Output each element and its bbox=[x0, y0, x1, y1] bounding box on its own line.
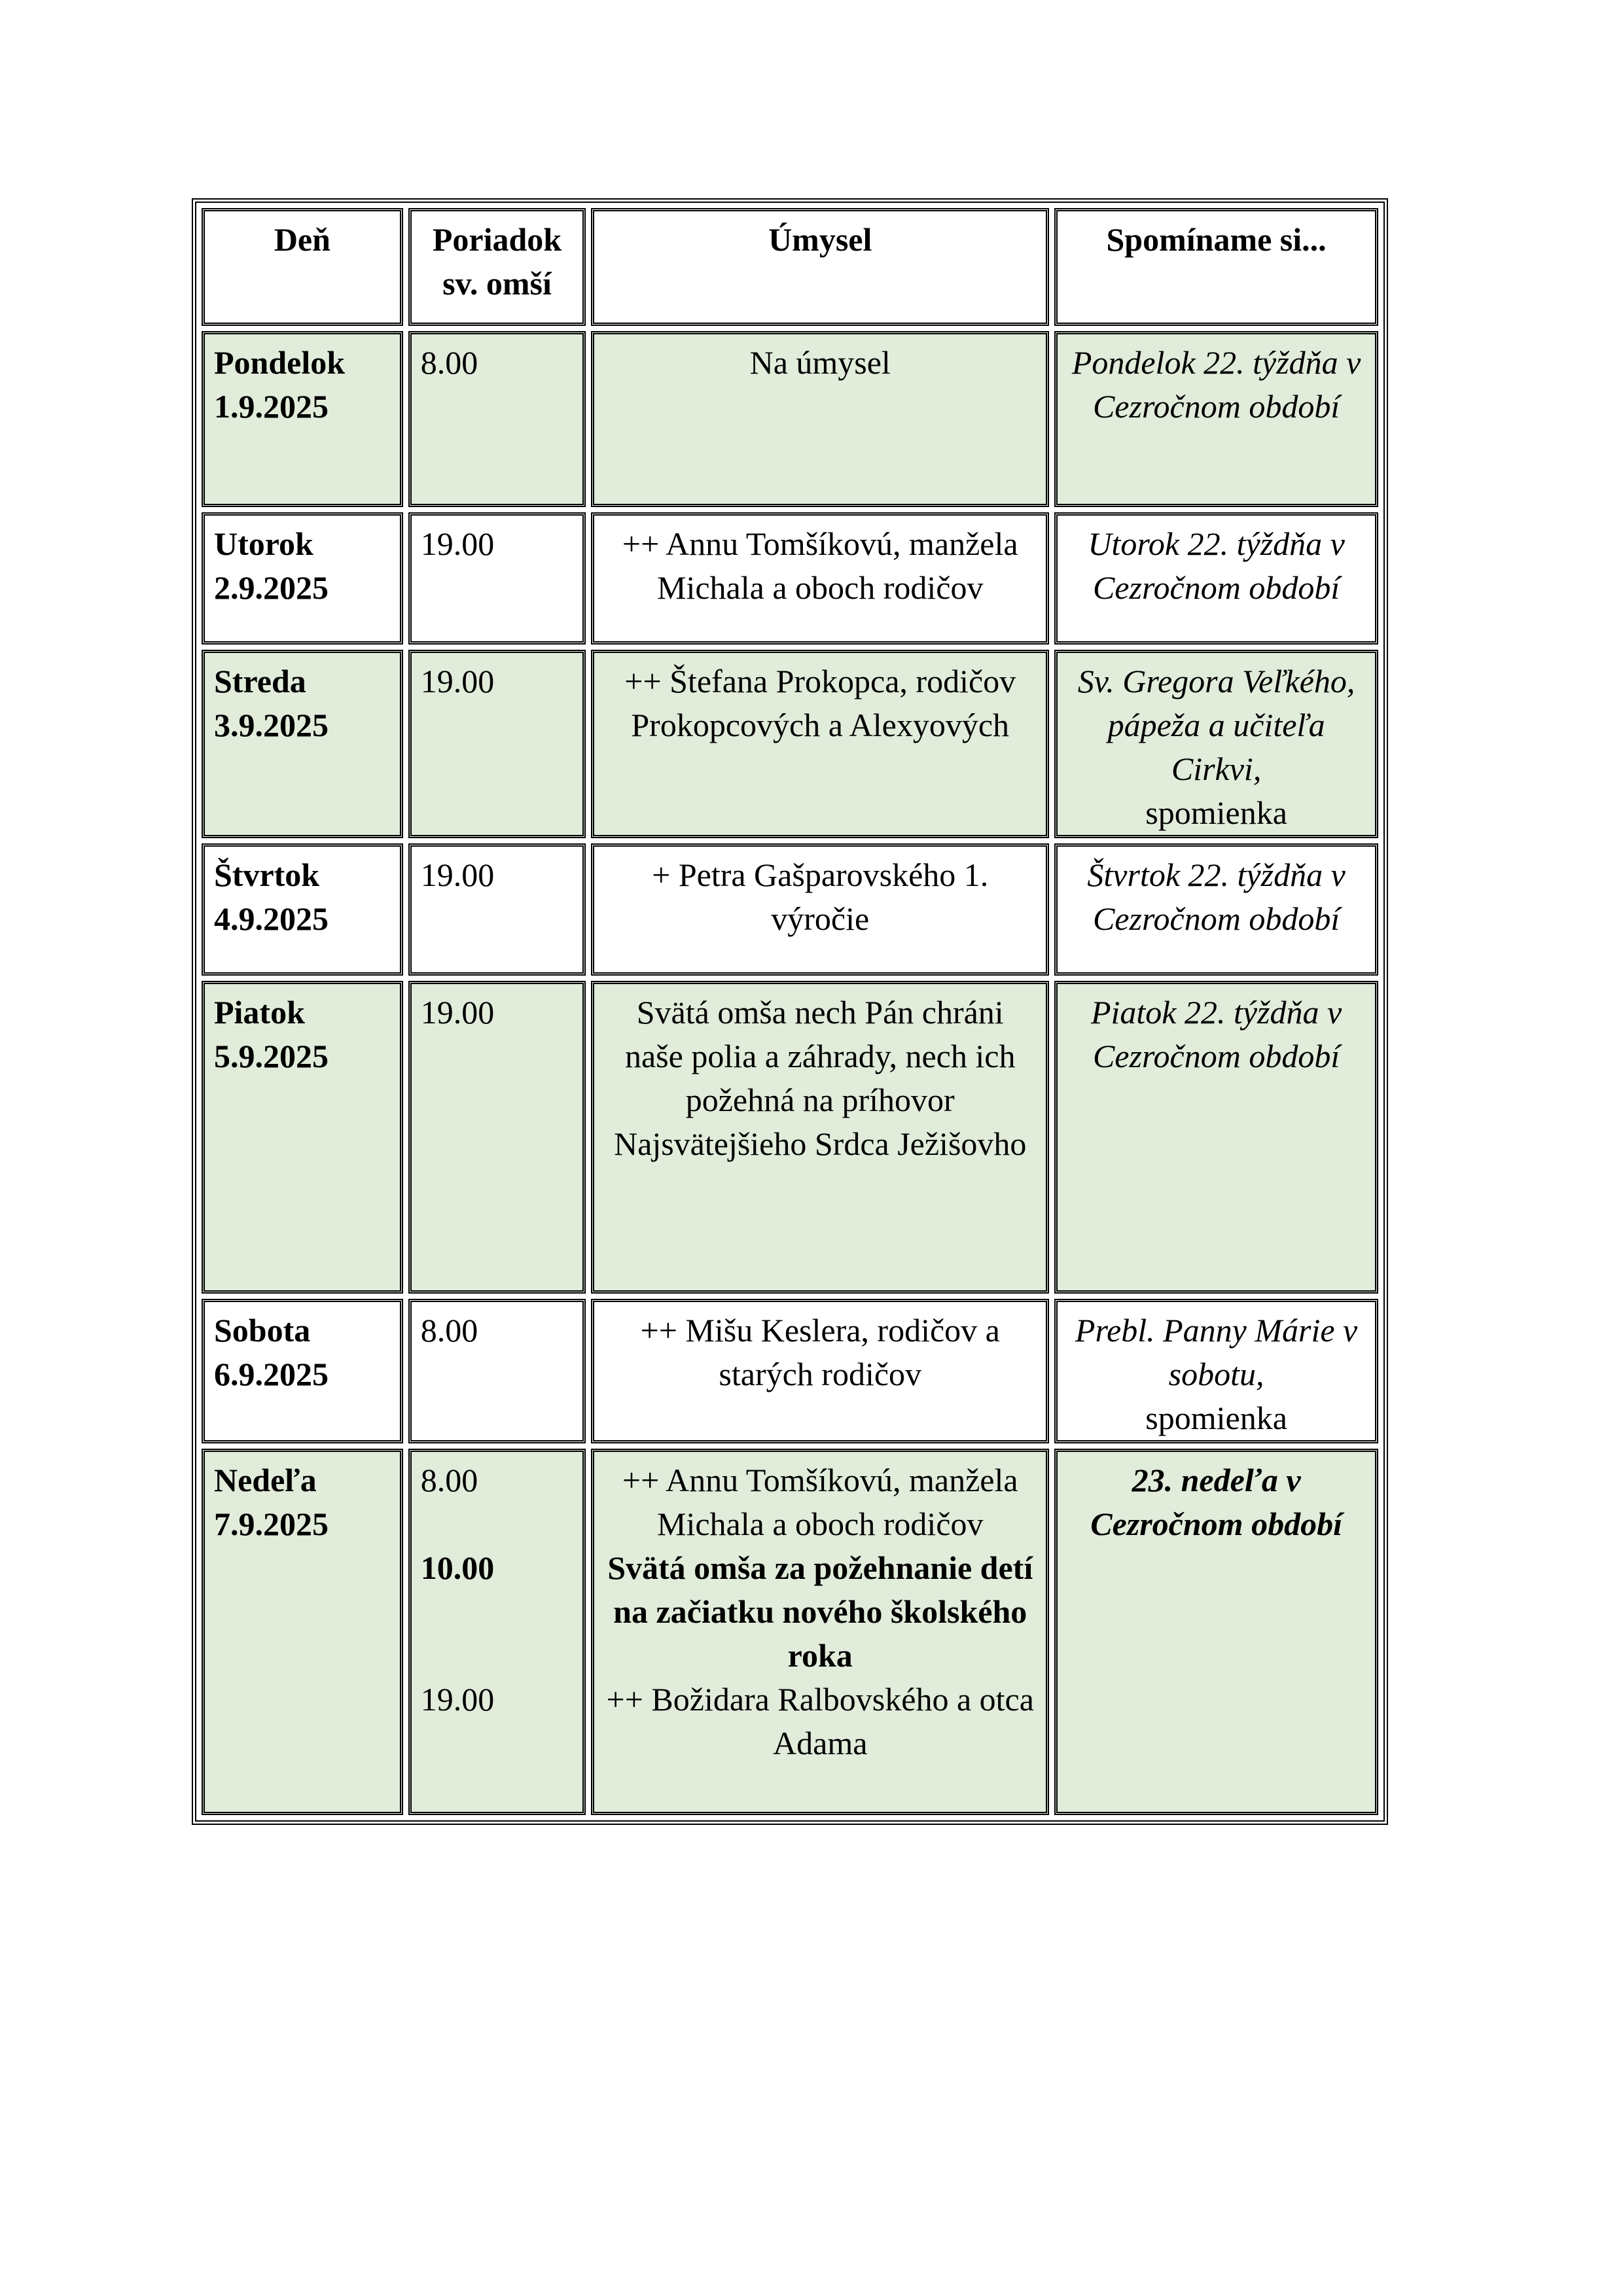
intention-text: Na úmysel bbox=[749, 344, 891, 381]
intention-text: Svätá omša nech Pán chráni naše polia a záhrady, nech ich požehná na príhovor Najsvätejšieho Srdca Ježišovho bbox=[614, 994, 1027, 1162]
memorial-cell bbox=[1054, 650, 1378, 838]
intention-text-2: Svätá omša za požehnanie detí na začiatku nového školského roka bbox=[607, 1549, 1033, 1674]
memorial-text: Utorok 22. týždňa v Cezročnom období bbox=[1088, 525, 1345, 606]
day-date: 2.9.2025 bbox=[214, 569, 329, 606]
mass-time-2: 10.00 bbox=[420, 1549, 495, 1586]
intention-text-1: ++ Annu Tomšíkovú, manžela Michala a oboch rodičov bbox=[622, 1462, 1018, 1542]
header-mass-line1: Poriadok bbox=[432, 221, 562, 258]
intention-text: ++ Mišu Keslera, rodičov a starých rodičov bbox=[640, 1312, 1000, 1392]
mass-time-cell bbox=[408, 1449, 586, 1815]
mass-time: 19.00 bbox=[420, 663, 495, 699]
memorial-cell bbox=[1054, 843, 1378, 976]
header-memorial: Spomíname si... bbox=[1054, 208, 1378, 326]
mass-schedule-table bbox=[192, 198, 1388, 1825]
memorial-rank: spomienka bbox=[1145, 794, 1287, 831]
header-mass-order bbox=[408, 208, 586, 326]
intention-text: + Petra Gašparovského 1. výročie bbox=[652, 857, 989, 937]
day-name: Utorok bbox=[214, 525, 313, 562]
day-name: Štvrtok bbox=[214, 857, 320, 893]
intention-cell bbox=[591, 1449, 1049, 1815]
memorial-cell bbox=[1054, 512, 1378, 645]
mass-time-cell bbox=[408, 512, 586, 645]
intention-cell bbox=[591, 331, 1049, 507]
memorial-text: Prebl. Panny Márie v sobotu, bbox=[1075, 1312, 1358, 1392]
schedule-row-monday bbox=[202, 331, 1378, 507]
day-date: 5.9.2025 bbox=[214, 1038, 329, 1074]
memorial-rank: spomienka bbox=[1145, 1400, 1287, 1436]
mass-time-1: 8.00 bbox=[420, 1462, 478, 1498]
intention-cell bbox=[591, 650, 1049, 838]
schedule-row-saturday bbox=[202, 1299, 1378, 1443]
day-cell bbox=[202, 981, 403, 1294]
header-intention: Úmysel bbox=[591, 208, 1049, 326]
day-cell bbox=[202, 843, 403, 976]
header-row bbox=[202, 208, 1378, 326]
mass-time-cell bbox=[408, 650, 586, 838]
day-name: Streda bbox=[214, 663, 306, 699]
mass-time-3: 19.00 bbox=[420, 1681, 495, 1718]
memorial-cell bbox=[1054, 981, 1378, 1294]
mass-time-cell bbox=[408, 1299, 586, 1443]
memorial-cell bbox=[1054, 1299, 1378, 1443]
day-name: Piatok bbox=[214, 994, 305, 1031]
mass-time: 19.00 bbox=[420, 525, 495, 562]
schedule-row-friday bbox=[202, 981, 1378, 1294]
day-date: 6.9.2025 bbox=[214, 1356, 329, 1392]
memorial-text: Sv. Gregora Veľkého, pápeža a učiteľa Cirkvi, bbox=[1077, 663, 1355, 787]
day-date: 7.9.2025 bbox=[214, 1506, 329, 1542]
day-name: Nedeľa bbox=[214, 1462, 317, 1498]
intention-cell bbox=[591, 981, 1049, 1294]
header-day: Deň bbox=[202, 208, 403, 326]
day-date: 1.9.2025 bbox=[214, 388, 329, 425]
day-cell bbox=[202, 331, 403, 507]
mass-time: 19.00 bbox=[420, 994, 495, 1031]
mass-time: 8.00 bbox=[420, 1312, 478, 1349]
mass-time-cell bbox=[408, 981, 586, 1294]
day-cell bbox=[202, 650, 403, 838]
intention-text: ++ Štefana Prokopca, rodičov Prokopcových a Alexyových bbox=[624, 663, 1016, 743]
header-mass-line2: sv. omší bbox=[442, 265, 552, 302]
intention-text-3: ++ Božidara Ralbovského a otca Adama bbox=[606, 1681, 1034, 1761]
memorial-cell bbox=[1054, 331, 1378, 507]
mass-time: 8.00 bbox=[420, 344, 478, 381]
memorial-text: 23. nedeľa v Cezročnom období bbox=[1090, 1462, 1342, 1542]
memorial-text: Štvrtok 22. týždňa v Cezročnom období bbox=[1087, 857, 1346, 937]
day-cell bbox=[202, 1299, 403, 1443]
day-name: Pondelok bbox=[214, 344, 346, 381]
schedule-row-wednesday bbox=[202, 650, 1378, 838]
intention-cell bbox=[591, 1299, 1049, 1443]
day-date: 3.9.2025 bbox=[214, 707, 329, 743]
intention-text: ++ Annu Tomšíkovú, manžela Michala a oboch rodičov bbox=[622, 525, 1018, 606]
mass-time-cell bbox=[408, 843, 586, 976]
schedule-row-sunday bbox=[202, 1449, 1378, 1815]
day-cell bbox=[202, 1449, 403, 1815]
schedule-row-thursday bbox=[202, 843, 1378, 976]
day-date: 4.9.2025 bbox=[214, 900, 329, 937]
day-name: Sobota bbox=[214, 1312, 311, 1349]
memorial-cell bbox=[1054, 1449, 1378, 1815]
intention-cell bbox=[591, 512, 1049, 645]
memorial-text: Piatok 22. týždňa v Cezročnom období bbox=[1090, 994, 1342, 1074]
day-cell bbox=[202, 512, 403, 645]
intention-cell bbox=[591, 843, 1049, 976]
mass-time: 19.00 bbox=[420, 857, 495, 893]
mass-time-cell bbox=[408, 331, 586, 507]
schedule-row-tuesday bbox=[202, 512, 1378, 645]
memorial-text: Pondelok 22. týždňa v Cezročnom období bbox=[1071, 344, 1361, 425]
